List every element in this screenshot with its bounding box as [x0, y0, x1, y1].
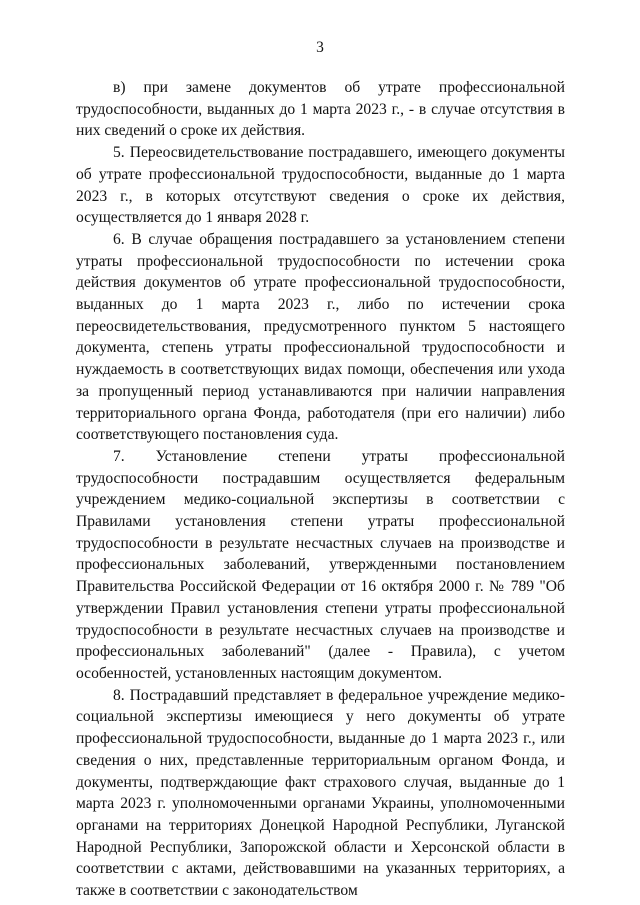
paragraph-8: 8. Пострадавший представляет в федеральное учреждение медико-социальной экспертизы имеющиеся у него документы об утрате профессиональной трудоспособности, выданные до 1 марта 2023 г., или сведения о них, представленные территориальным органом Фонда, и документы, подтверждающие факт страхового случая, выданные до 1 марта 2023 г. уполномоченными органами Украины, уполномоченными органами на территориях Донецкой Народной Республики, Луганской Народной Республики, Запорожской области и Херсонской области в соответствии с актами, действовавшими на указанных территориях, а также в соответствии с законодательством: [76, 686, 565, 900]
paragraph-subitem-v: в) при замене документов об утрате профессиональной трудоспособности, выданных до 1 марта 2023 г., - в случае отсутствия в них сведений о сроке их действия.: [76, 79, 565, 140]
paragraph-5: 5. Переосвидетельствование пострадавшего, имеющего документы об утрате профессиональной трудоспособности, выданные до 1 марта 2023 г., в которых отсутствуют сведения о сроке их действия, осуществляется до 1 января 2028 г.: [76, 144, 565, 227]
paragraph-6: 6. В случае обращения пострадавшего за установлением степени утраты профессиональной трудоспособности по истечении срока действия документов об утрате профессиональной трудоспособности, выданных до 1 марта 2023 г., либо по истечении срока переосвидетельствования, предусмотренного пунктом 5 настоящего документа, степень утраты профессиональной трудоспособности и нуждаемость в соответствующих видах помощи, обеспечения или ухода за пропущенный период устанавливаются при наличии направления территориального органа Фонда, работодателя (при его наличии) либо соответствующего постановления суда.: [76, 230, 565, 444]
document-body: [76, 77, 565, 902]
paragraph-7: 7. Установление степени утраты профессиональной трудоспособности пострадавшим осуществляется федеральным учреждением медико-социальной экспертизы в соответствии с Правилами установления степени утраты профессиональной трудоспособности в результате несчастных случаев на производстве и профессиональных заболеваний, утвержденными постановлением Правительства Российской Федерации от 16 октября 2000 г. № 789 "Об утверждении Правил установления степени утраты профессиональной трудоспособности в результате несчастных случаев на производстве и профессиональных заболеваний" (далее - Правила), с учетом особенностей, установленных настоящим документом.: [76, 447, 565, 682]
page-number: 3: [316, 39, 324, 56]
